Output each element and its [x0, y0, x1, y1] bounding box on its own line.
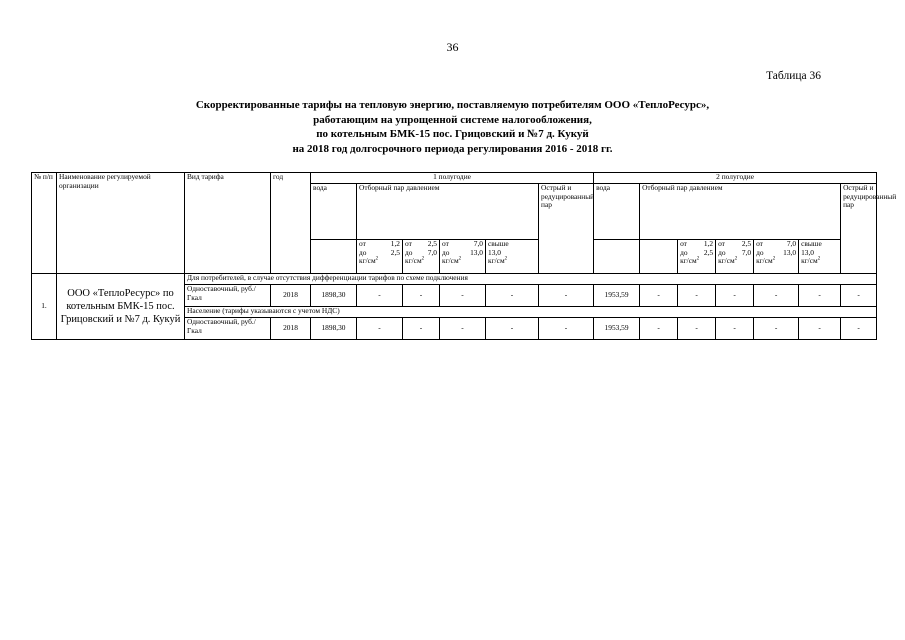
title-line-4: на 2018 год долгосрочного периода регулирования 2016 - 2018 гг.	[292, 142, 613, 155]
pressure-empty-3	[640, 240, 678, 274]
org-number: 1.	[32, 274, 57, 340]
header-water-1: вода	[311, 184, 357, 240]
value-cell: -	[440, 318, 486, 340]
value-cell: -	[403, 285, 440, 307]
table-label: Таблица 36	[766, 70, 821, 82]
pressure-range-1-2-5: от 1,2 до 2,5 $кг/см^2$	[678, 240, 716, 274]
pressure-empty-1	[311, 240, 357, 274]
header-steam-2: Отборный пар давлением	[640, 184, 841, 240]
value-cell: -	[357, 318, 403, 340]
header-half-1: 1 полугодие	[311, 173, 594, 184]
page-number: 36	[446, 40, 459, 54]
value-cell: -	[841, 285, 877, 307]
header-sharp-steam-2: Острый и редуцированный пар	[841, 184, 877, 274]
water-value-half2: 1953,59	[594, 318, 640, 340]
section-row	[32, 274, 877, 285]
header-water-2: вода	[594, 184, 640, 240]
header-year: год	[271, 173, 311, 274]
header-half-2: 2 полугодие	[594, 173, 877, 184]
header-tariff-type: Вид тарифа	[185, 173, 271, 274]
value-cell: -	[640, 318, 678, 340]
value-cell: -	[440, 285, 486, 307]
tariff-type-cell: Одноставочный, руб./Гкал	[185, 285, 271, 307]
value-cell: -	[716, 285, 754, 307]
header-steam-1: Отборный пар давлением	[357, 184, 539, 240]
pressure-over-13: свыше 13,0 $кг/см^2$	[486, 240, 539, 274]
header-num: № п/п	[32, 173, 57, 274]
tariffs-table	[31, 172, 897, 340]
value-cell: -	[539, 318, 594, 340]
pressure-range-1-2-5: от 1,2 до 2,5 $кг/см^2$	[357, 240, 403, 274]
value-cell: -	[841, 318, 877, 340]
value-cell: -	[799, 285, 841, 307]
pressure-over-13: свыше 13,0 $кг/см^2$	[799, 240, 841, 274]
section-title: Население (тарифы указываются с учетом НДС)	[185, 307, 877, 318]
pressure-empty-2	[594, 240, 640, 274]
value-cell: -	[754, 285, 799, 307]
pressure-range-2-5-7: от 2,5 до 7,0 $кг/см^2$	[403, 240, 440, 274]
year-cell: 2018	[271, 318, 311, 340]
header-row-1	[32, 173, 877, 184]
value-cell: -	[539, 285, 594, 307]
document-title	[0, 98, 905, 156]
value-cell: -	[678, 318, 716, 340]
water-value-half2: 1953,59	[594, 285, 640, 307]
value-cell: -	[403, 318, 440, 340]
value-cell: -	[754, 318, 799, 340]
value-cell: -	[486, 318, 539, 340]
value-cell: -	[678, 285, 716, 307]
value-cell: -	[486, 285, 539, 307]
title-line-1: Скорректированные тарифы на тепловую энергию, поставляемую потребителям ООО «ТеплоРесурс»,	[195, 99, 710, 111]
pressure-range-7-13: от 7,0 до 13,0 $кг/см^2$	[440, 240, 486, 274]
title-line-2: работающим на упрощенной системе налогообложения,	[313, 113, 592, 126]
water-value-half1: 1898,30	[311, 318, 357, 340]
title-line-3: по котельным БМК-15 пос. Грицовский и №7 д. Кукуй	[316, 128, 589, 140]
value-cell: -	[357, 285, 403, 307]
year-cell: 2018	[271, 285, 311, 307]
water-value-half1: 1898,30	[311, 285, 357, 307]
header-org: Наименование регулируемой организации	[57, 173, 185, 274]
pressure-range-2-5-7: от 2,5 до 7,0 $кг/см^2$	[716, 240, 754, 274]
section-title: Для потребителей, в случае отсутствия дифференциации тарифов по схеме подключения	[185, 274, 877, 285]
pressure-range-7-13: от 7,0 до 13,0 $кг/см^2$	[754, 240, 799, 274]
header-sharp-steam-1: Острый и редуцированный пар	[539, 184, 594, 274]
org-name: ООО «ТеплоРесурс» по котельным БМК-15 пос. Грицовский и №7 д. Кукуй	[57, 274, 185, 340]
value-cell: -	[799, 318, 841, 340]
tariff-type-cell: Одноставочный, руб./Гкал	[185, 318, 271, 340]
value-cell: -	[640, 285, 678, 307]
value-cell: -	[716, 318, 754, 340]
